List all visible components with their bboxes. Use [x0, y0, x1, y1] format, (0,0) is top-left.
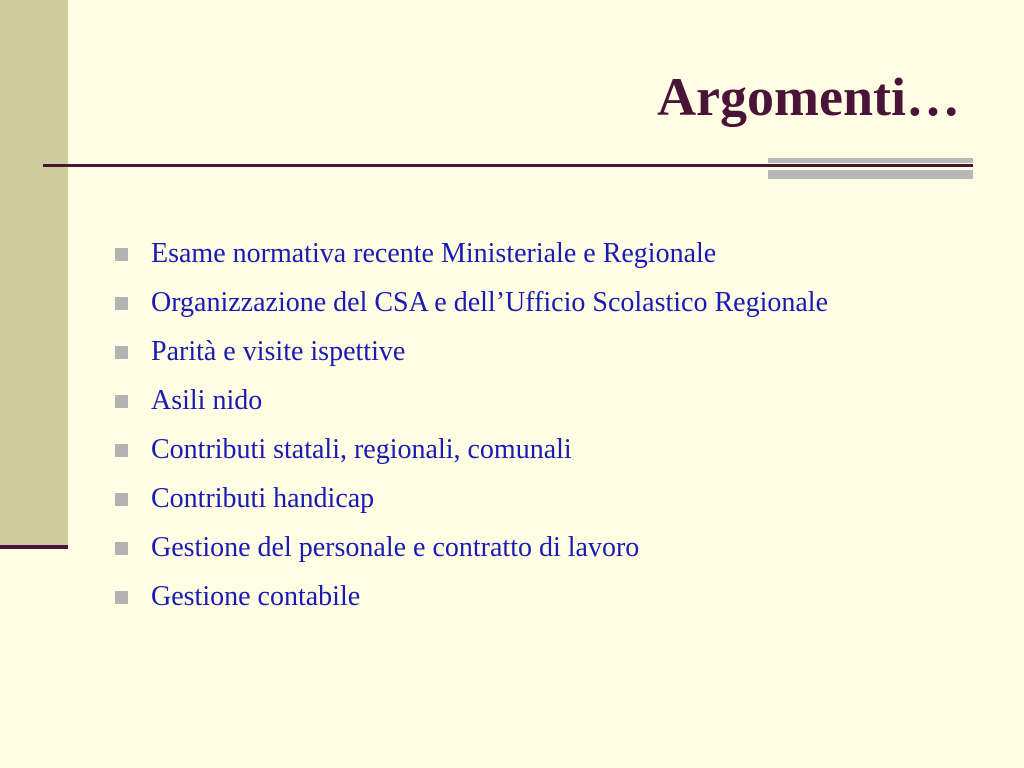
- bullet-text: Parità e visite ispettive: [151, 336, 406, 367]
- bullet-text: Gestione del personale e contratto di lavoro: [151, 532, 640, 563]
- left-decorative-band: [0, 0, 68, 545]
- slide-title: Argomenti…: [657, 67, 960, 127]
- title-rule-gray-top: [768, 158, 973, 163]
- square-bullet-icon: [115, 444, 128, 457]
- list-item: [113, 528, 893, 568]
- bullet-text: Gestione contabile: [151, 581, 361, 612]
- bullet-text: Contributi statali, regionali, comunali: [151, 434, 572, 465]
- list-item: [113, 381, 893, 421]
- list-item: [113, 234, 893, 274]
- list-item: [113, 283, 893, 323]
- list-item: [113, 332, 893, 372]
- bullet-text: Esame normativa recente Ministeriale e Regionale: [151, 238, 717, 269]
- title-rule-gray-bottom: [768, 170, 973, 179]
- bullet-text: Organizzazione del CSA e dell’Ufficio Scolastico Regionale: [151, 287, 828, 318]
- title-rule: [43, 164, 973, 167]
- left-accent-line: [0, 545, 68, 549]
- bullet-list: [113, 234, 893, 626]
- square-bullet-icon: [115, 542, 128, 555]
- list-item: [113, 479, 893, 519]
- bullet-text: Contributi handicap: [151, 483, 375, 514]
- square-bullet-icon: [115, 297, 128, 310]
- square-bullet-icon: [115, 591, 128, 604]
- list-item: [113, 577, 893, 617]
- bullet-text: Asili nido: [151, 385, 263, 416]
- square-bullet-icon: [115, 248, 128, 261]
- square-bullet-icon: [115, 493, 128, 506]
- square-bullet-icon: [115, 395, 128, 408]
- square-bullet-icon: [115, 346, 128, 359]
- list-item: [113, 430, 893, 470]
